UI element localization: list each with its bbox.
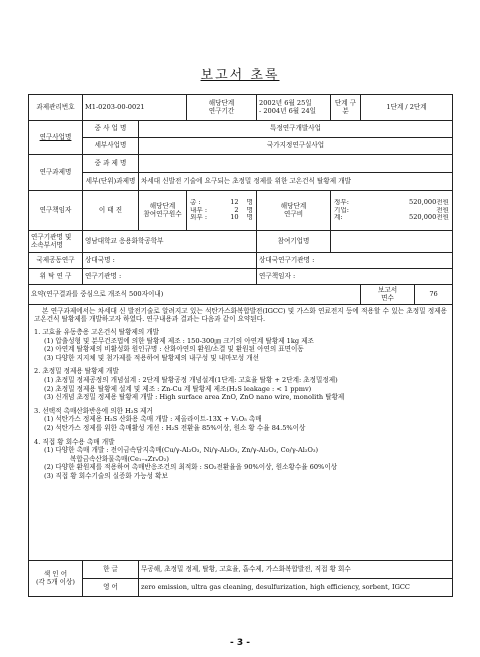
detail-project: 국가지정연구실사업 — [139, 138, 453, 155]
partner-institution: 상대국연구기관명 : — [257, 253, 453, 269]
period-label: 해당단계 연구기간 — [187, 95, 257, 121]
middle-task — [139, 155, 453, 173]
section-1-item: (3) 다양한 지지체 및 첨가제를 적용하여 탈황제의 내구성 및 내마모성 개선 — [44, 353, 260, 362]
section-1-item: (1) 압출성형 및 분무건조법에 의한 탈황제 제조 : 150-300㎛ 크기의 아연계 탈황제 1kg 제조 — [44, 336, 314, 345]
section-3-item: (1) 석탄가스 정제용 H₂S 산화용 촉매 개발 : 제올라이트-13X + V₂O₅ 촉매 — [44, 415, 262, 424]
middle-project-label: 중 사 업 명 — [83, 121, 139, 138]
staff-count-label: 해당단계 참여연구원수 — [139, 191, 187, 231]
research-cost-label: 해당단계 연구비 — [257, 191, 331, 231]
section-2-title: 2. 초정밀 정제용 탈황제 개발 — [34, 367, 119, 376]
research-cost: 정부: 520,000천원 기업: 천원 계: 520,000천원 — [331, 191, 453, 231]
detail-task: 차세대 신발전 기술에 요구되는 초정밀 정제를 위한 고온건식 탈황제 개발 — [139, 173, 453, 191]
stage-value: 1단계 / 2단계 — [361, 95, 453, 121]
report-abstract-form — [28, 94, 453, 597]
keywords-english-label: 영 어 — [83, 579, 139, 597]
summary-intro: 본 연구과제에서는 차세대 신 발전기술로 알려지고 있는 석탄가스화복합발전(IGCC) 및 가스화 연료전지 등에 적용할 수 있는 초정밀 정제용 고온건식 탈황제를 개발하고자 하였다. 연구내용과 결과는 다음과 같이 요약된다. — [34, 307, 448, 323]
section-3-item: (2) 석탄가스 정제를 위한 촉매활성 개선 : H₂S 전환율 85%이상, 원소 황 수율 84.5%이상 — [44, 423, 306, 432]
section-3-title: 3. 선택적 촉매산화반응에 의한 H₂S 제거 — [34, 406, 153, 415]
keywords-korean-label: 한 글 — [83, 561, 139, 579]
middle-project: 특정연구개발사업 — [139, 121, 453, 138]
middle-task-label: 중 과 제 명 — [83, 155, 139, 173]
keywords-korean: 무공해, 초정밀 정제, 탈황, 고효율, 흡수제, 가스화복합발전, 직접 황 회수 — [139, 561, 453, 579]
section-4-item: (1) 다양한 촉매 개발 : 전이금속담지촉매(Cu/γ-Al₂O₃, Ni/γ-Al₂O₃, Zn/γ-Al₂O₃, Co/γ-Al₂O₃) — [44, 446, 319, 455]
keywords-english: zero emission, ultra gas cleaning, desulfurization, high efficiency, sorbent, IGCC — [139, 579, 453, 597]
intl-research-label: 국제공동연구 — [29, 253, 83, 269]
summary-body — [29, 305, 453, 561]
keywords-label: 색 인 어 (각 5개 이상) — [29, 561, 83, 597]
section-2-item: (3) 신개념 초정밀 정제용 탈황제 개발 : High surface area ZnO, ZnO nano wire, monolith 탈황제 — [44, 393, 345, 402]
researcher-label: 연구책임자 — [29, 191, 83, 231]
participating-company — [331, 231, 453, 253]
section-4-title: 4. 직접 황 회수용 촉매 개발 — [34, 437, 115, 446]
organization-label: 연구기관명 및 소속부서명 — [29, 231, 83, 253]
report-pages-label: 보고서 면수 — [361, 285, 415, 305]
partner-country: 상대국명 : — [83, 253, 257, 269]
organization-name: 영남대학교 응용화학공학부 — [83, 231, 257, 253]
staff-count: 총 : 12 명 내부 : 2 명 외부 : 10 명 — [187, 191, 257, 231]
researcher-name: 이 태 진 — [83, 191, 139, 231]
participating-company-label: 참여기업명 — [257, 231, 331, 253]
task-label: 연구과제명 — [29, 155, 83, 191]
section-2-item: (2) 초정밀 정제용 탈황제 설계 및 제조 : Zn-Cu 계 탈황제 제조(H₂S leakage : < 1 ppmv) — [44, 384, 312, 393]
section-4-item: (3) 직접 황 회수기술의 실증화 가능성 확보 — [44, 471, 168, 480]
detail-project-label: 세부사업명 — [83, 138, 139, 155]
consign-head: 연구책임자 : — [257, 269, 453, 285]
research-period: 2002년 6월 25일 - 2004년 6월 24일 — [257, 95, 331, 121]
summary-header: 요약(연구결과를 중심으로 개조식 500자이내) — [29, 285, 361, 305]
section-1-title: 1. 고효율 유동층용 고온건식 탈황제의 개발 — [34, 328, 160, 337]
consign-institution: 연구기관명 : — [83, 269, 257, 285]
section-1-item: (2) 아연계 탈황제의 비활성화 원인규명 : 산화아연의 환원/소결 및 환원된 아연의 표면이동 — [44, 345, 304, 354]
section-2-item: (1) 초정밀 정제공정의 개념설계 : 2단계 탈황공정 개념설계(1단계: 고효율 탈황 + 2단계: 초정밀정제) — [44, 376, 338, 385]
section-4-item-continued: 복합금속산화물촉매(Ce₁₋ₓZrₓO₂) — [70, 454, 169, 463]
consign-research-label: 위 탁 연 구 — [29, 269, 83, 285]
detail-task-label: 세부(단위)과제명 — [83, 173, 139, 191]
section-4-item: (2) 다양한 환원제를 적용하여 촉매반응조건의 최적화 : SO₂전환율을 90%이상, 원소황수율 60%이상 — [44, 463, 338, 472]
report-pages: 76 — [415, 285, 453, 305]
page-title: 보고서 초록 — [200, 68, 280, 83]
task-number-label: 과제관리번호 — [29, 95, 83, 121]
stage-label: 단계 구분 — [331, 95, 361, 121]
project-label: 연구사업명 — [29, 121, 83, 155]
page-number: - 3 - — [230, 638, 250, 648]
task-number: M1-0203-00-0021 — [83, 95, 187, 121]
